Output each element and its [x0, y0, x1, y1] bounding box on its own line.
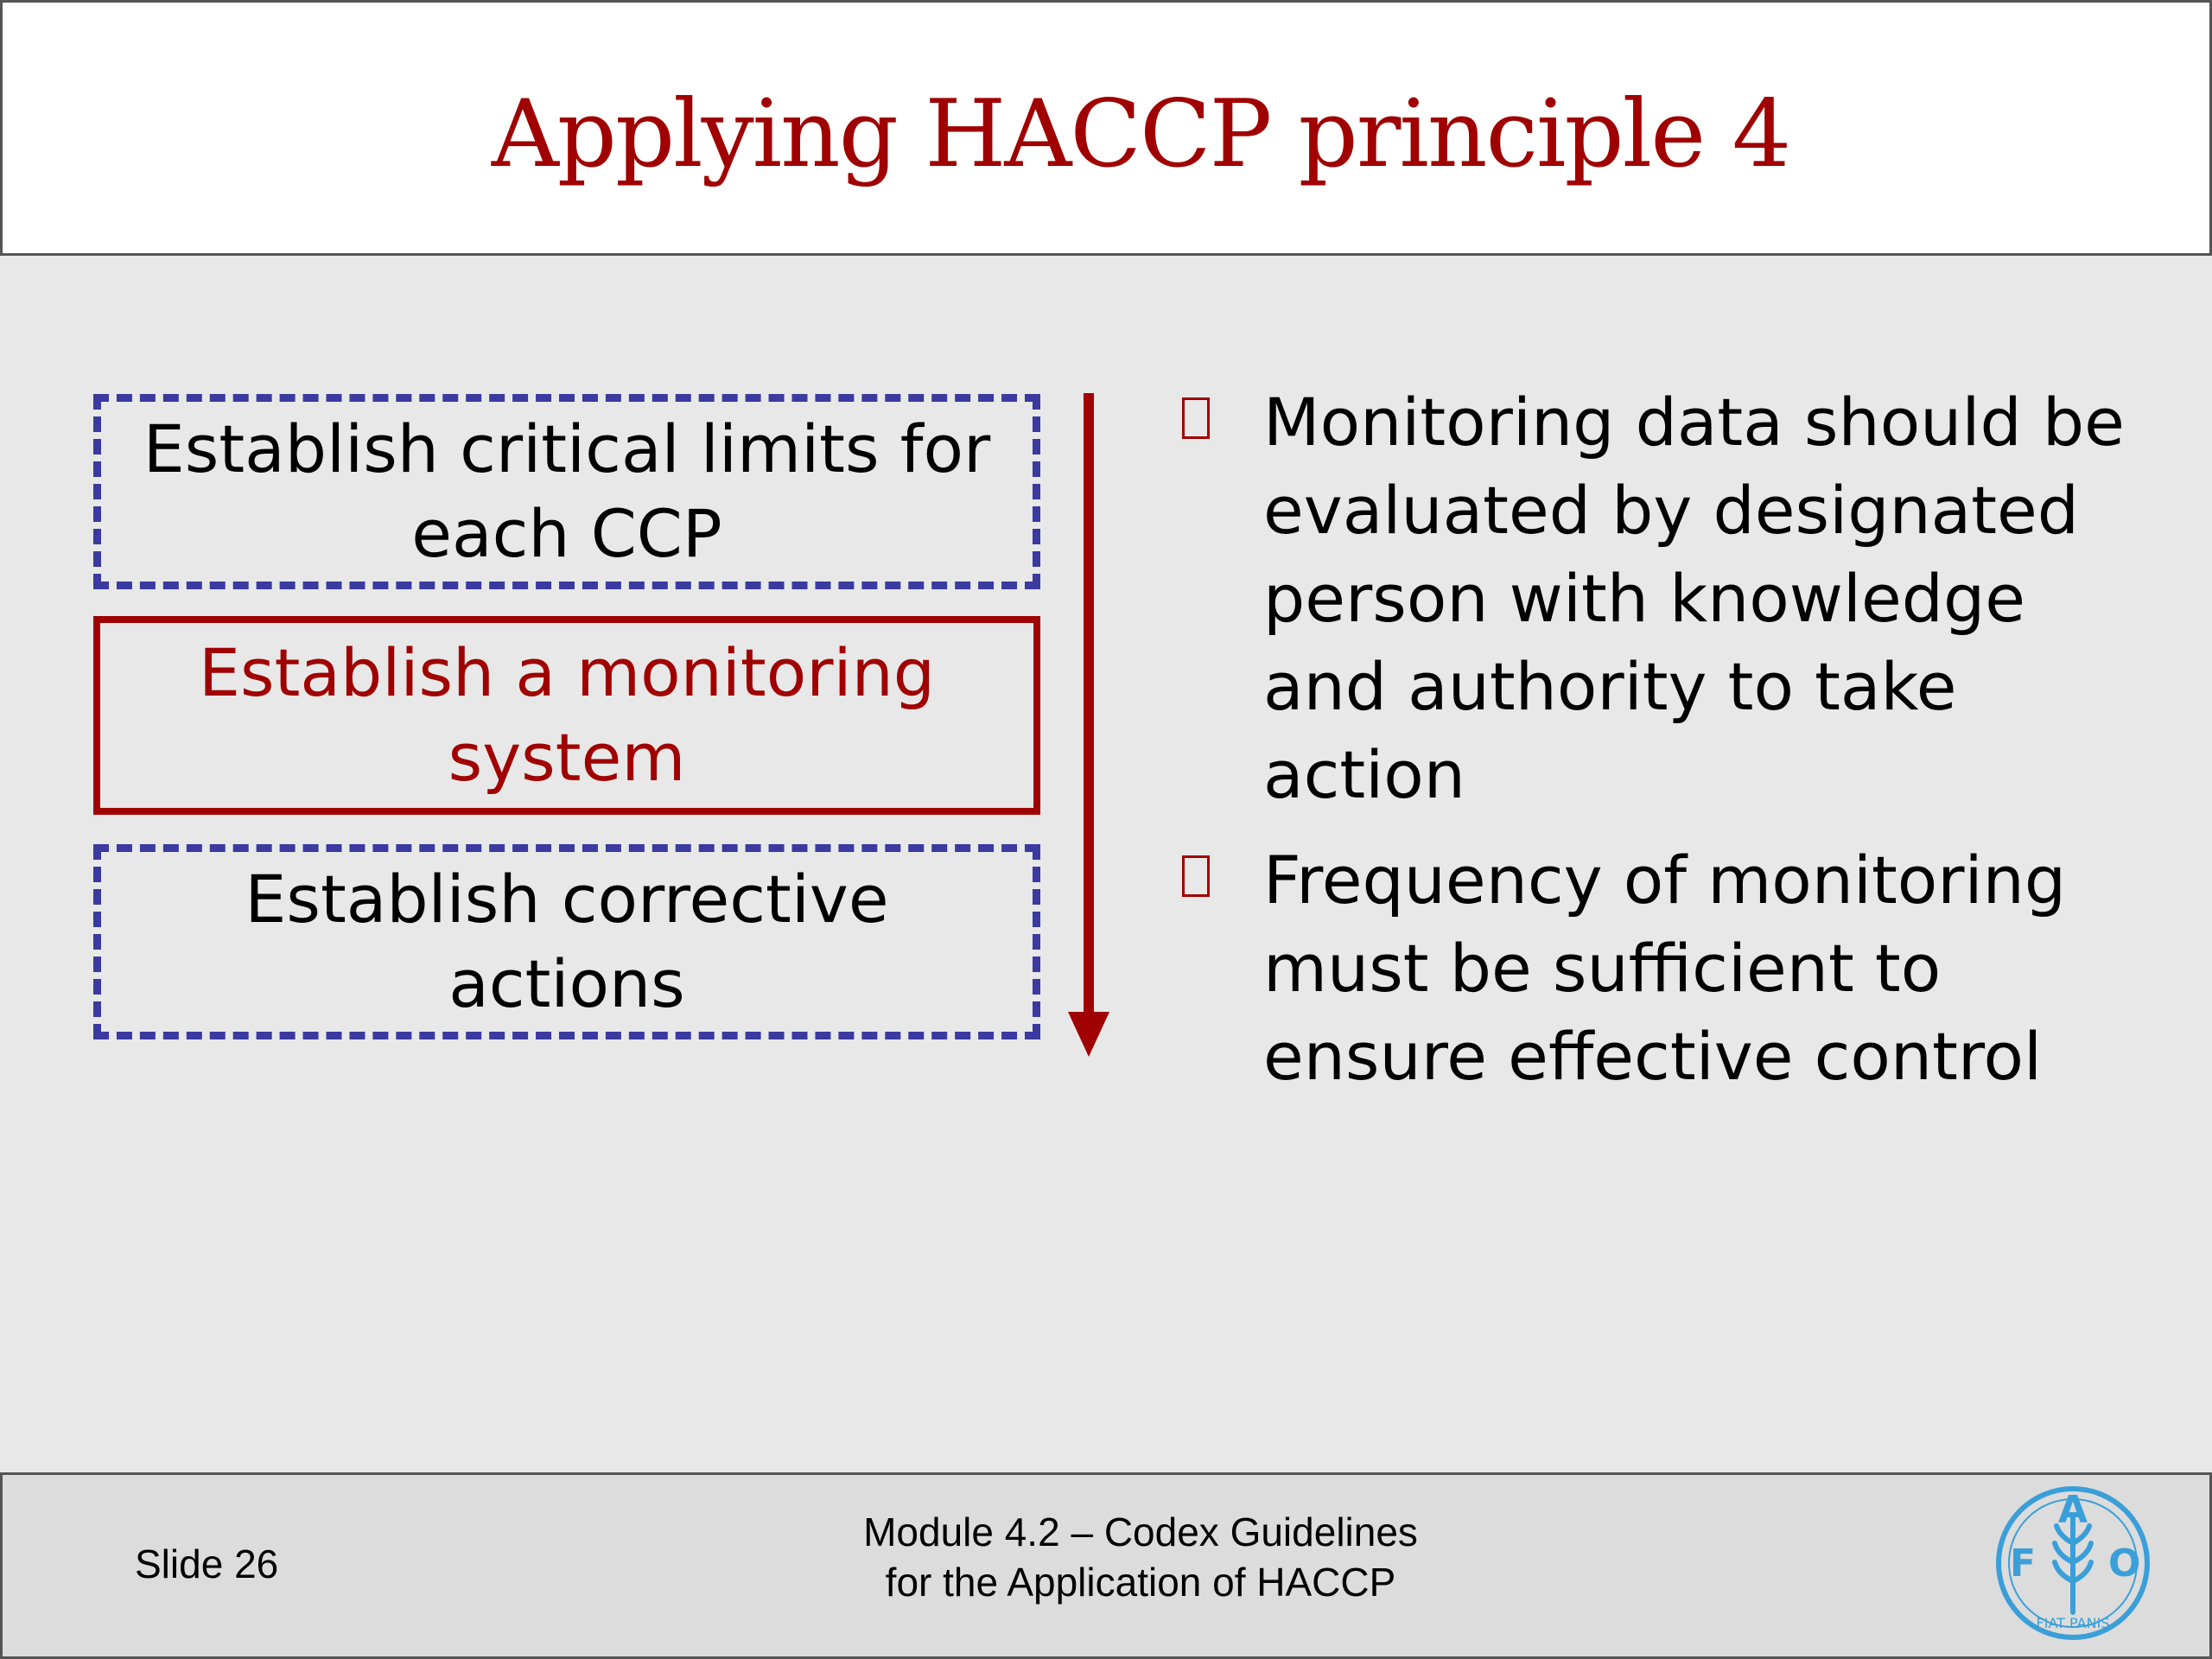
step-critical-limits [93, 394, 1040, 589]
logo-letter: O [2108, 1541, 2141, 1586]
bullet-item [1175, 378, 2169, 819]
bullet-text: Frequency of monitoring must be sufficient to ensure effective control [1263, 842, 2067, 1095]
bullet-text: Monitoring data should be evaluated by designated person with knowledge and authority to take action [1263, 384, 2125, 813]
logo-letter: F [2010, 1541, 2037, 1586]
module-caption-line: Module 4.2 – Codex Guidelines [863, 1510, 1418, 1554]
bullet-item [1175, 836, 2169, 1101]
logo-letter: A [2058, 1488, 2088, 1532]
step-text-line: system [448, 719, 686, 796]
bullet-marker-icon [1182, 397, 1210, 439]
bullet-marker-icon [1182, 855, 1210, 897]
fao-logo-icon [1993, 1483, 2153, 1643]
step-text-line: actions [448, 945, 685, 1022]
step-monitoring-system [93, 616, 1040, 815]
module-caption-line: for the Application of HACCP [885, 1560, 1396, 1605]
flow-arrow-down-icon [1063, 393, 1115, 1058]
step-text-line: Establish corrective [245, 861, 889, 938]
step-text-line: each CCP [411, 495, 722, 572]
step-corrective-actions [93, 844, 1040, 1039]
module-caption [760, 1507, 1521, 1607]
bullet-list [1175, 378, 2169, 1118]
logo-motto: FIAT PANIS [2036, 1615, 2110, 1631]
step-text-line: Establish critical limits for [143, 410, 991, 487]
slide-title: Applying HACCP principle 4 [491, 80, 1790, 188]
slide-number: Slide 26 [135, 1541, 279, 1586]
step-text-line: Establish a monitoring [199, 634, 935, 711]
